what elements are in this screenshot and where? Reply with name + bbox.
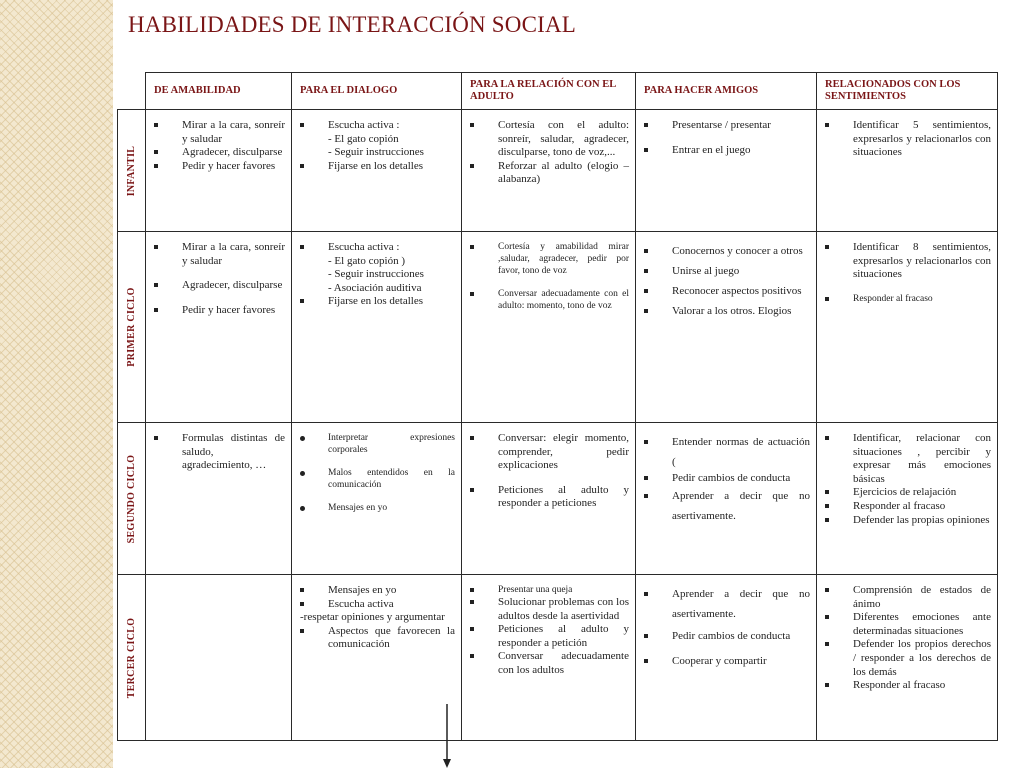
list-item: Identificar 8 sentimientos, expresarlos y relacionarlos con situaciones — [825, 241, 991, 282]
list-item: - El gato copión — [328, 132, 399, 145]
column-header-dialogo: PARA EL DIALOGO — [292, 73, 462, 110]
table-cell — [146, 232, 292, 423]
list-item: Responder al fracaso — [825, 500, 991, 514]
down-arrow-icon — [443, 704, 451, 768]
list-item: - El gato copión ) — [328, 254, 405, 267]
header-row — [118, 73, 998, 110]
list-item: Mirar a la cara, sonreír y saludar — [154, 241, 285, 268]
list-item: Presentarse / presentar — [644, 119, 810, 133]
list-item: Entender normas de actuación ( — [644, 432, 810, 472]
list-item: Fijarse en los detalles — [300, 295, 455, 309]
column-header-relacion-adulto: PARA LA RELACIÓN CON EL ADULTO — [462, 73, 636, 110]
list-item: Ejercicios de relajación — [825, 486, 991, 500]
list-item: Mensajes en yo — [300, 502, 455, 514]
list-item: Identificar 5 sentimientos, expresarlos y relacionarlos con situaciones — [825, 119, 991, 160]
list-item: Interpretar expresiones corporales — [300, 432, 455, 456]
list-item: Mirar a la cara, sonreír y saludar — [154, 119, 285, 146]
list-item: Mensajes en yo — [300, 584, 455, 598]
list-item: Reconocer aspectos positivos — [644, 281, 810, 301]
row-label-cell — [118, 423, 146, 575]
table-cell — [462, 232, 636, 423]
row-label: PRIMER CICLO — [125, 287, 137, 367]
list-item: -respetar opiniones y argumentar — [300, 611, 445, 624]
list-item: Conversar adecuadamente con el adulto: momento, tono de voz — [470, 288, 629, 312]
list-item: Conocernos y conocer a otros — [644, 241, 810, 261]
list-item: Escucha activa — [300, 598, 455, 612]
list-item: Conversar adecuadamente con los adultos — [470, 650, 629, 677]
list-item: Cortesía con el adulto: sonreír, saludar, agradecer, disculparse, tono de voz,... — [470, 119, 629, 160]
table-cell — [636, 575, 817, 741]
table-row — [118, 423, 998, 575]
column-header-amabilidad: DE AMABILIDAD — [146, 73, 292, 110]
list-item: Aprender a decir que no asertivamente. — [644, 486, 810, 526]
table-cell — [817, 232, 998, 423]
corner-cell — [118, 73, 146, 110]
row-label-cell — [118, 110, 146, 232]
table-cell-empty — [146, 575, 292, 741]
row-label: INFANTIL — [125, 145, 137, 196]
row-label: TERCER CICLO — [125, 617, 137, 698]
table-cell — [636, 110, 817, 232]
list-item: Defender los propios derechos / responder a los derechos de los demás — [825, 638, 991, 679]
column-header-hacer-amigos: PARA HACER AMIGOS — [636, 73, 817, 110]
row-label: SEGUNDO CICLO — [125, 454, 137, 543]
list-item: Pedir y hacer favores — [154, 160, 285, 174]
list-item: Solucionar problemas con los adultos desde la asertividad — [470, 596, 629, 623]
list-item: Malos entendidos en la comunicación — [300, 467, 455, 491]
list-item: Pedir cambios de conducta — [644, 472, 810, 486]
table-cell — [817, 575, 998, 741]
list-item: - Seguir instrucciones — [328, 268, 424, 281]
table-cell — [292, 423, 462, 575]
list-item: Escucha activa : — [300, 119, 455, 133]
list-item: Entrar en el juego — [644, 144, 810, 158]
list-item: Cooperar y compartir — [644, 655, 810, 669]
list-item: - Asociación auditiva — [328, 281, 422, 294]
list-item: Agradecer, disculparse — [154, 279, 285, 293]
skills-table — [117, 72, 998, 741]
list-item: - Seguir instrucciones — [328, 146, 424, 159]
table-cell — [462, 575, 636, 741]
column-header-sentimientos: RELACIONADOS CON LOS SENTIMIENTOS — [817, 73, 998, 110]
list-item: Peticiones al adulto y responder a petición — [470, 623, 629, 650]
table-cell — [462, 110, 636, 232]
list-item: Aspectos que favorecen la comunicación — [300, 625, 455, 652]
list-item: Unirse al juego — [644, 261, 810, 281]
list-item: Identificar, relacionar con situaciones , percibir y expresar más emociones básicas — [825, 432, 991, 486]
table-cell — [462, 423, 636, 575]
table-cell — [146, 423, 292, 575]
row-label-cell — [118, 232, 146, 423]
list-item: Pedir y hacer favores — [154, 304, 285, 318]
table-row — [118, 110, 998, 232]
table-row — [118, 575, 998, 741]
list-item: Pedir cambios de conducta — [644, 630, 810, 644]
list-item: Peticiones al adulto y responder a peticiones — [470, 484, 629, 511]
list-item: Diferentes emociones ante determinadas situaciones — [825, 611, 991, 638]
list-item: Comprensión de estados de ánimo — [825, 584, 991, 611]
table-cell — [817, 110, 998, 232]
list-item: Agradecer, disculparse — [154, 146, 285, 160]
decorative-sidebar — [0, 0, 113, 768]
table-cell — [292, 575, 462, 741]
list-item: Responder al fracaso — [825, 679, 991, 693]
list-item: Escucha activa : — [300, 241, 455, 255]
table-cell — [146, 110, 292, 232]
list-item: Presentar una queja — [470, 584, 629, 596]
list-item: Formulas distintas de saludo, agradecimiento, … — [154, 432, 285, 473]
list-item: Valorar a los otros. Elogios — [644, 301, 810, 321]
list-item: Reforzar al adulto (elogio – alabanza) — [470, 160, 629, 187]
list-item: Conversar: elegir momento, comprender, pedir explicaciones — [470, 432, 629, 473]
table-row — [118, 232, 998, 423]
list-item: Responder al fracaso — [825, 293, 991, 305]
row-label-cell — [118, 575, 146, 741]
page-title: HABILIDADES DE INTERACCIÓN SOCIAL — [128, 12, 577, 37]
table-cell — [636, 423, 817, 575]
list-item: Defender las propias opiniones — [825, 514, 991, 528]
list-item: Aprender a decir que no asertivamente. — [644, 584, 810, 624]
table-cell — [292, 110, 462, 232]
table-cell — [817, 423, 998, 575]
list-item: Cortesía y amabilidad mirar ,saludar, agradecer, pedir por favor, tono de voz — [470, 241, 629, 277]
list-item: Fijarse en los detalles — [300, 160, 455, 174]
table-cell — [636, 232, 817, 423]
table-cell — [292, 232, 462, 423]
